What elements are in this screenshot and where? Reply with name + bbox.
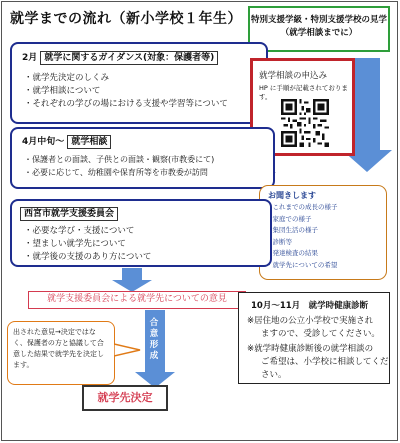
school-visit-line2: （就学相談までに） — [280, 28, 358, 38]
consultation-application-text: HP に手順が記載されております。 — [259, 84, 348, 101]
guidance-item: ・それぞれの学びの場における支援や学習等について — [24, 99, 228, 109]
interview-topic: ・ 集団生活の様子 — [266, 225, 338, 237]
page-title: 就学までの流れ（新小学校１年生） — [10, 11, 242, 27]
opinion-note: 出された意見→決定ではなく、保護者の方と協議して合意した結果で就学先を決定します。 — [7, 321, 115, 385]
consensus-text: 合意形成 — [149, 318, 159, 361]
guidance-list — [24, 72, 228, 111]
guidance-item: ・就学先決定のしくみ — [24, 73, 110, 83]
guidance-header — [22, 50, 218, 65]
interview-topics-heading: お聞きします — [268, 191, 316, 200]
school-visit-box — [248, 6, 390, 52]
health-checkup-heading: 10月〜11月 就学時健康診断 — [251, 301, 369, 311]
consultation-header — [22, 134, 111, 149]
committee-box — [10, 199, 272, 267]
para2-line: ※就学時健康診断後の就学相談の — [247, 344, 374, 354]
consultation-label: 就学相談 — [67, 135, 111, 149]
guidance-item: ・就学相談について — [24, 86, 101, 96]
guidance-box — [10, 42, 268, 124]
interview-topic: ・ 就学先についての希望 — [266, 260, 338, 272]
committee-list — [24, 225, 151, 264]
consultation-application-title: 就学相談の申込み — [259, 71, 328, 81]
consultation-box — [10, 127, 275, 189]
qr-code-icon[interactable] — [281, 99, 329, 147]
committee-item: ・就学後の支援のあり方について — [24, 252, 152, 262]
final-decision: 就学先決定 — [82, 385, 168, 411]
consultation-item: ・保護者との面談、子供との面談・観察(市教委にて) — [24, 155, 215, 164]
note-pointer — [114, 340, 144, 360]
para1-line: ますので、受診してください。 — [261, 329, 380, 339]
center-down-arrow — [112, 268, 152, 292]
consensus-label — [146, 318, 162, 362]
school-visit-line1: 特別支援学級・特別支援学校の見学 — [250, 15, 387, 25]
committee-opinion: 就学支援委員会による就学先についての意見 — [28, 291, 246, 309]
committee-item: ・望ましい就学先について — [24, 239, 126, 249]
consultation-month: 4月中旬〜 — [22, 137, 65, 147]
health-checkup-para1 — [247, 315, 380, 341]
interview-topics-list — [266, 202, 338, 271]
health-checkup-para2 — [247, 343, 389, 382]
interview-topic: ・ 発達検査の結果 — [266, 248, 338, 260]
consultation-list — [24, 153, 214, 179]
interview-topic: ・ 家庭での様子 — [266, 214, 338, 226]
interview-topic: ・ これまでの成長の様子 — [266, 202, 338, 214]
committee-header — [20, 207, 118, 221]
para2-line: さい。 — [261, 370, 287, 380]
committee-item: ・必要な学び・支援について — [24, 226, 135, 236]
para1-line: ※居住地の公立小学校で実施され — [247, 316, 374, 326]
committee-label: 西宮市就学支援委員会 — [20, 207, 118, 221]
interview-topic: ・ 診断等 — [266, 237, 338, 249]
guidance-label: 就学に関するガイダンス(対象：保護者等) — [40, 51, 218, 65]
interview-topics-box — [259, 185, 387, 280]
guidance-month: 2月 — [22, 53, 38, 63]
consultation-item: ・必要に応じて、幼稚園や保育所等を市教委が訪問 — [24, 168, 208, 177]
health-checkup-box — [238, 292, 390, 384]
para2-line: ご希望は、小学校に相談してくだ — [261, 357, 389, 367]
